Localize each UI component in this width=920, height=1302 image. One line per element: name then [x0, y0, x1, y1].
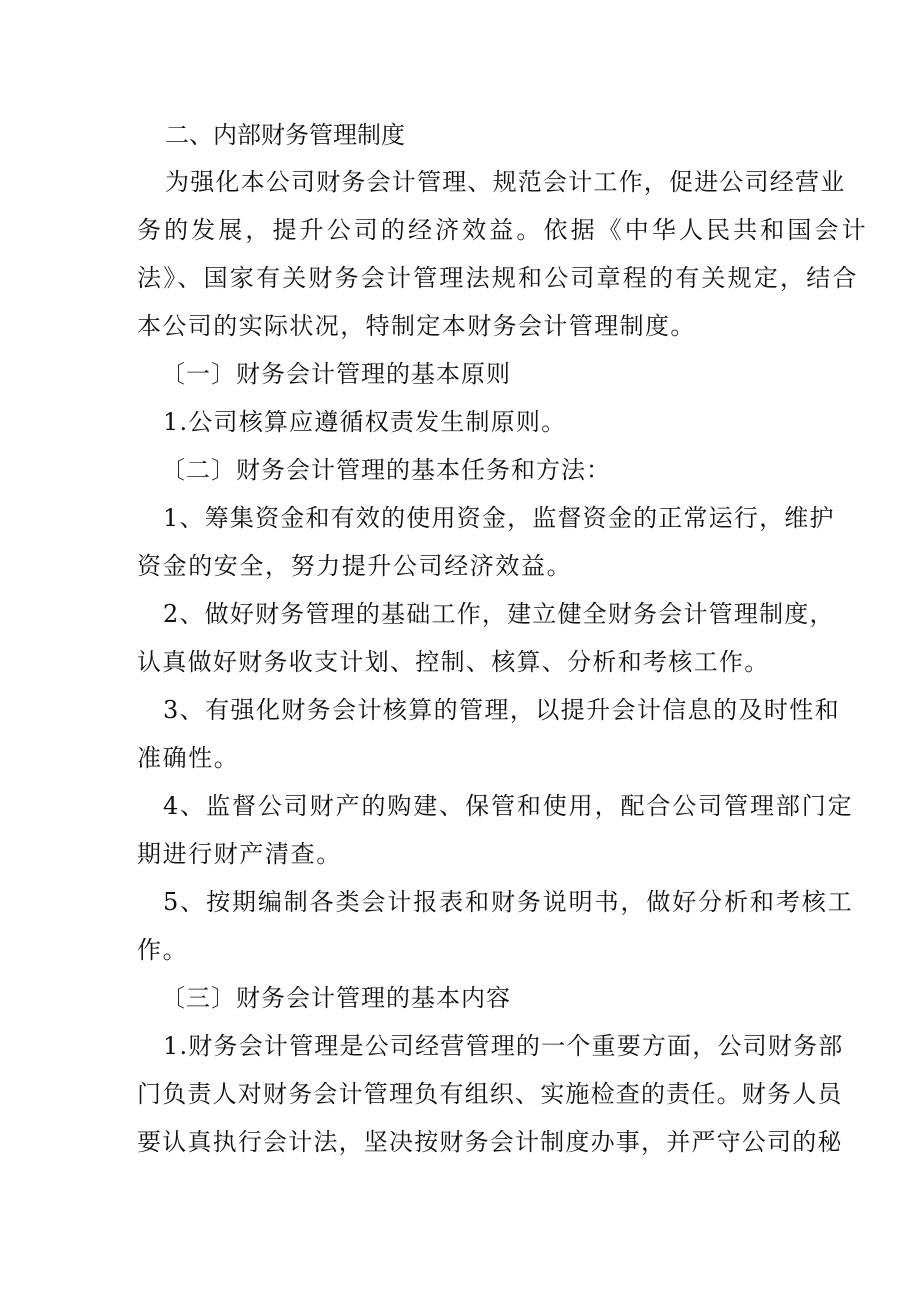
intro-line: 务的发展，提升公司的经济效益。依据《中华人民共和国会计 [137, 216, 869, 244]
subsection-title: 〔二〕财务会计管理的基本任务和方法： [161, 456, 611, 484]
section-heading: 二、内部财务管理制度 [165, 121, 405, 149]
list-item [137, 590, 835, 686]
document-body [137, 112, 869, 1166]
subsection-title: 〔一〕财务会计管理的基本原则 [161, 360, 511, 388]
list-item-line: 资金的安全，努力提升公司经济效益。 [137, 552, 573, 580]
list-item: 1.公司核算应遵循权责发生制原则。 [163, 408, 567, 436]
list-item-line: 准确性。 [137, 744, 240, 772]
list-item-line: 要认真执行会计法，坚决按财务会计制度办事，并严守公司的秘 [137, 1128, 843, 1156]
list-item-line: 作。 [137, 936, 189, 964]
list-item-line: 1.财务会计管理是公司经营管理的一个重要方面，公司财务部 [163, 1032, 844, 1060]
intro-paragraph [137, 158, 869, 350]
list-item-line: 5、按期编制各类会计报表和财务说明书，做好分析和考核工 [163, 888, 854, 916]
list-item [137, 494, 835, 590]
list-item-line: 2、做好财务管理的基础工作，建立健全财务会计管理制度， [163, 600, 835, 628]
intro-line: 法》、国家有关财务会计管理法规和公司章程的有关规定，结合 [137, 264, 859, 292]
list-item-line: 认真做好财务收支计划、控制、核算、分析和考核工作。 [137, 648, 770, 676]
list-item-line: 3、有强化财务会计核算的管理，以提升会计信息的及时性和 [163, 696, 841, 724]
list-item-line: 期进行财产清查。 [137, 840, 342, 868]
list-item [137, 878, 854, 974]
list-item-line: 4、监督公司财产的购建、保管和使用，配合公司管理部门定 [163, 792, 854, 820]
subsection-title: 〔三〕财务会计管理的基本内容 [161, 984, 511, 1012]
list-item [137, 686, 841, 782]
list-item [137, 782, 854, 878]
intro-line: 本公司的实际状况，特制定本财务会计管理制度。 [137, 312, 696, 340]
list-item-line: 门负责人对财务会计管理负有组织、实施检查的责任。财务人员 [137, 1080, 843, 1108]
list-item-line: 1、筹集资金和有效的使用资金，监督资金的正常运行，维护 [163, 504, 835, 532]
intro-line: 为强化本公司财务会计管理、规范会计工作，促进公司经营业 [165, 168, 846, 196]
list-item [137, 1022, 844, 1166]
